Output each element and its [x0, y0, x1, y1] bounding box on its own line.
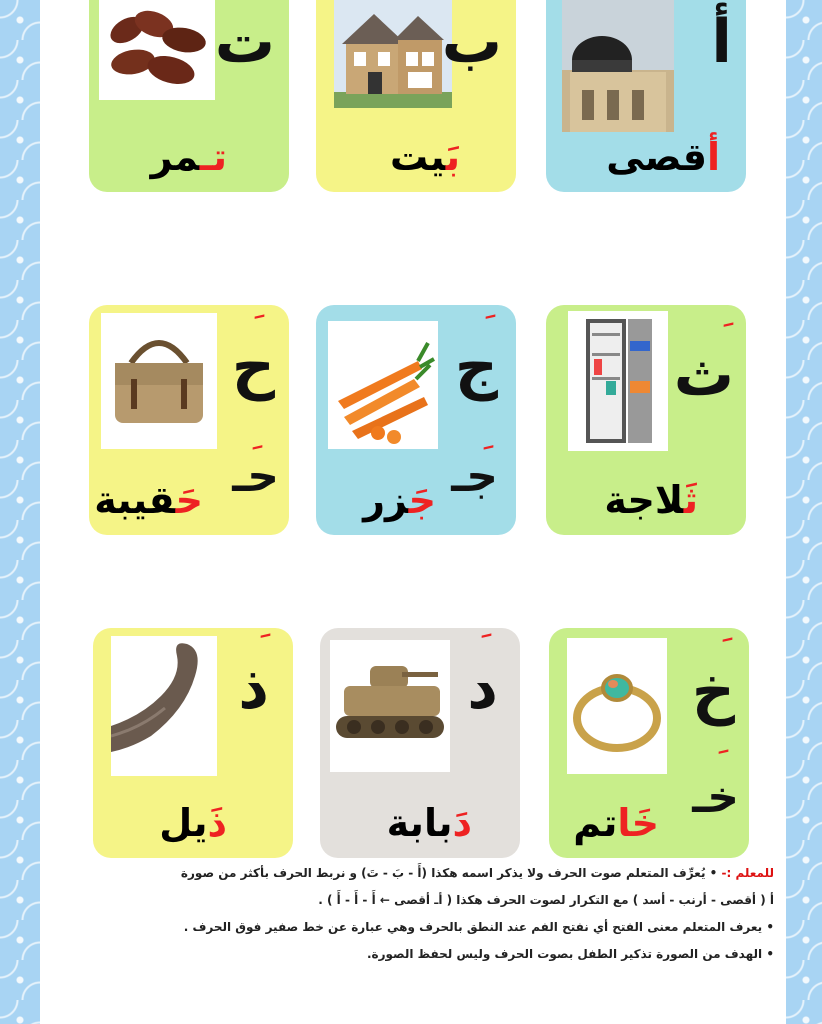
card-ta	[89, 0, 289, 192]
card-letter: ت	[214, 7, 275, 77]
card-ha	[89, 305, 289, 535]
card-letter: د	[467, 653, 498, 723]
house-photo	[334, 0, 452, 108]
card-letter: ح	[231, 332, 275, 402]
card-word: جَزر	[363, 478, 436, 522]
letter-form: حـ	[232, 451, 279, 502]
card-ba	[316, 0, 516, 192]
teacher-notes	[48, 866, 774, 974]
note-line-4: • الهدف من الصورة تذكير الطفل بصوت الحرف وليس لحفظ الصورة.	[366, 947, 774, 961]
card-dhal	[93, 628, 293, 858]
note-line-2: أ ( أقصى - أرنب - أسد ) مع التكرار لصوت الحرف هكذا ( أـ أقصى ← أَ - أَ - أَ ) .	[318, 893, 774, 907]
note-line-3: • يعرف المتعلم معنى الفتح أي نفتح الفم عند النطق بالحرف وهي عبارة عن خط صفير فوق الحرف .	[183, 920, 774, 934]
card-letter: ذ	[238, 653, 269, 723]
card-letter: ج	[454, 332, 498, 402]
note-label: للمعلم :-	[721, 866, 774, 880]
card-jim	[316, 305, 516, 535]
card-kha	[549, 628, 749, 858]
card-word: ذَيل	[159, 801, 227, 845]
tail-photo	[111, 636, 217, 776]
decorative-border-left	[0, 0, 40, 1024]
fridge-photo	[568, 311, 668, 451]
card-letter: ث	[673, 340, 734, 410]
card-word: حَقيبة	[94, 478, 203, 522]
ring-photo	[567, 638, 667, 774]
card-letter: أ	[711, 7, 732, 77]
letter-form: خـ	[692, 772, 739, 823]
decorative-border-right	[786, 0, 822, 1024]
card-word: ثَلاجة	[604, 478, 698, 522]
card-word: بَيت	[389, 135, 460, 179]
card-letter: ب	[441, 7, 502, 77]
dates-photo	[99, 0, 215, 100]
card-word: تـمر	[150, 135, 227, 179]
card-word: أقصى	[606, 135, 720, 179]
card-tha	[546, 305, 746, 535]
card-letter: خ	[691, 657, 735, 727]
tank-photo	[330, 640, 450, 772]
card-word: دَبابة	[386, 801, 472, 845]
mosque-photo	[562, 0, 674, 132]
card-word: خَاتم	[573, 801, 659, 845]
card-dal	[320, 628, 520, 858]
note-line-1: للمعلم :- • يُعرِّف المتعلم صوت الحرف ولا يذكر اسمه هكذا (أَ - بَ - تَ) و نربط الحرف بأكثر من صورة	[180, 866, 774, 880]
card-alif	[546, 0, 746, 192]
letter-form: جـ	[451, 451, 498, 502]
carrots-photo	[328, 321, 438, 449]
bag-photo	[101, 313, 217, 449]
